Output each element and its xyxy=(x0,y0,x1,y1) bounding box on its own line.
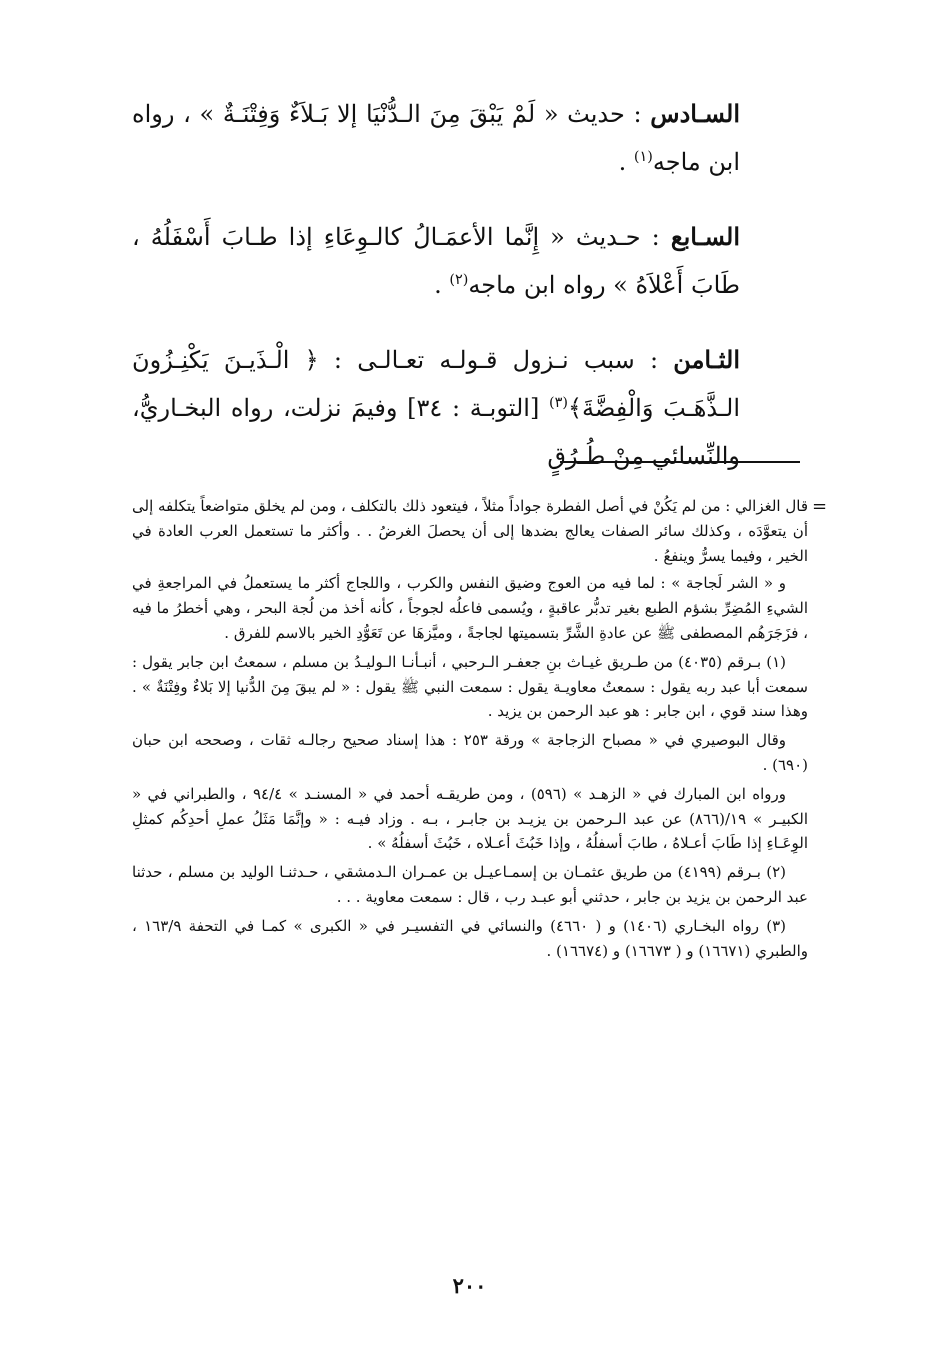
paragraph-heading: السـادس xyxy=(650,99,740,128)
paragraph-body: : حـديث « إِنَّما الأعمَـالُ كالـوِعَاءِ إذا طـابَ أَسْفَلُهُ ، طَابَ أَعْلاَهُ » رواه ابن ماجه xyxy=(132,223,740,299)
paragraph-body: : سبب نـزول قـولـه تعـالـى : ﴿ الْـذَيـنَ يَكْنِـزُونَ الـذَّهَـبَ وَالْفِضَّةَ﴾ xyxy=(132,346,740,422)
footnote-marker: (٢) xyxy=(449,272,469,288)
footnote-3: (٣) رواه البخـاري (١٤٠٦) و ( ٤٦٦٠) والنسائي في التفسيـر في « الكبرى » كمـا في التحفة ١٦٣/٩ ، والطبري (١٦٦٧١) و ( ١٦٦٧٣) و (١٦٦٧٤) . xyxy=(132,916,808,960)
paragraph-body: : حديث « لَمْ يَبْقَ مِنَ الـدُّنْيَا إلا بَـلاَءٌ وَفِتْنَـةٌ » ، رواه ابن ماجه xyxy=(132,100,740,176)
paragraph-end: [التوبـة : ٣٤] وفيمَ نزلت، رواه البخـاريُّ، والنِّسائي مِنْ طُـرُقٍ xyxy=(132,394,740,470)
page-number: ٢٠٠ xyxy=(452,1273,487,1298)
footnote-1: (١) بـرقم (٤٠٣٥) من طـريق غيـاث بنِ جعفـر الـرحبي ، أنبـأنـا الـوليـدُ بن مسلم ، سمعتُ ابن جابر يقول : سمعت أبا عبد ربه يقول : سمعتُ معاويـة يقول : سمعت النبي ﷺ يقول : « لم يبقَ مِنَ الدُّنيا إلا بَلاءٌ وفِتْنَةٌ » . وهذا سند قوي ، ابن جابر : هو عبد الرحمن بن يزيد . xyxy=(132,652,808,721)
main-text xyxy=(132,90,740,507)
paragraph-seventh xyxy=(132,213,740,309)
paragraph-eighth xyxy=(132,336,740,480)
paragraph-end: . xyxy=(618,148,634,176)
paragraph-heading: السـابع xyxy=(670,222,740,251)
footnote-1-ibn-mubarak: ورواه ابن المبارك في « الزهـد » (٥٩٦) ، ومن طريقـه أحمد في « المسنـد » ٩٤/٤ ، والطبراني في « الكبيـر » ١٩/(٨٦٦) عن عبد الـرحمن بن يزيـد بن جابـر ، بـه . وزاد فيـه : « وإنَّمَا مَثَلُ عملِ أحدِكُم كمثلِ الوِعَـاءِ إذا طَابَ أعـلاهُ ، طابَ أسفلُهُ ، وإذا خَبُثَ أعـلاه ، خَبُثَ أسفلُهُ » . xyxy=(132,784,808,853)
footnotes xyxy=(132,494,808,966)
footnote-continued-ghazali: قال الغزالي : من لم يَكُنْ في أصل الفطرة جواداً مثلاً ، فيتعود ذلك بالتكلف ، ومن لم يخلق متواضعاً يتكلفه إلى أن يتعوَّدَه ، وكذلك سائر الصفات يعالج بضدها إلى أن يحصلَ الغرضُ . . وأكثر ما تستعمل العرب العادة في الخير ، وفيما يسرُّ وينفعُ . xyxy=(132,497,808,565)
paragraph-heading: الثـامن xyxy=(673,345,740,374)
paragraph-sixth xyxy=(132,90,740,186)
footnote-continuation-mark: = xyxy=(812,496,828,517)
footnote-continued-lajaja: و « الشر لَجاجة » : لما فيه من العوج وضيق النفس والكرب ، واللجاج أكثر ما يستعملُ في المراجعةِ في الشيءِ المُضِرِّ بشؤم الطبع بغير تدبُّر عاقبةٍ ، ويُسمى فاعلُه لجوجاً ، كأنه أخذ من لُجة البحر ، وهي أخطرُ ما فيه ، فزَجَرَهُم المصطفى ﷺ عن عادةِ الشَّرِّ بتسميتها لجاجةً ، وميَّزهَا عن تَعَوُّدِ الخير بالاسم للفرق . xyxy=(132,574,809,642)
footnote-separator xyxy=(560,461,800,463)
paragraph-end: . xyxy=(434,271,450,299)
footnote-marker: (٣) xyxy=(549,395,568,411)
footnote-2: (٢) بـرقم (٤١٩٩) من طريق عثمـان بن إسمـاعيـل بن عمـران الـدمشقي ، حـدثنـا الوليد بن مسلم ، حدثنا عبد الرحمن بن يزيد بن جابر ، حدثني أبو عبـد رب ، قال : سمعت معاوية . . . xyxy=(132,863,808,906)
footnote-marker: (١) xyxy=(633,149,653,165)
footnote-1-busiri: وقال البوصيري في « مصباح الزجاجة » ورقة ٢٥٣ : هذا إسناد صحيح رجالـه ثقات ، وصححه ابن حبان (٦٩٠) . xyxy=(132,731,808,774)
